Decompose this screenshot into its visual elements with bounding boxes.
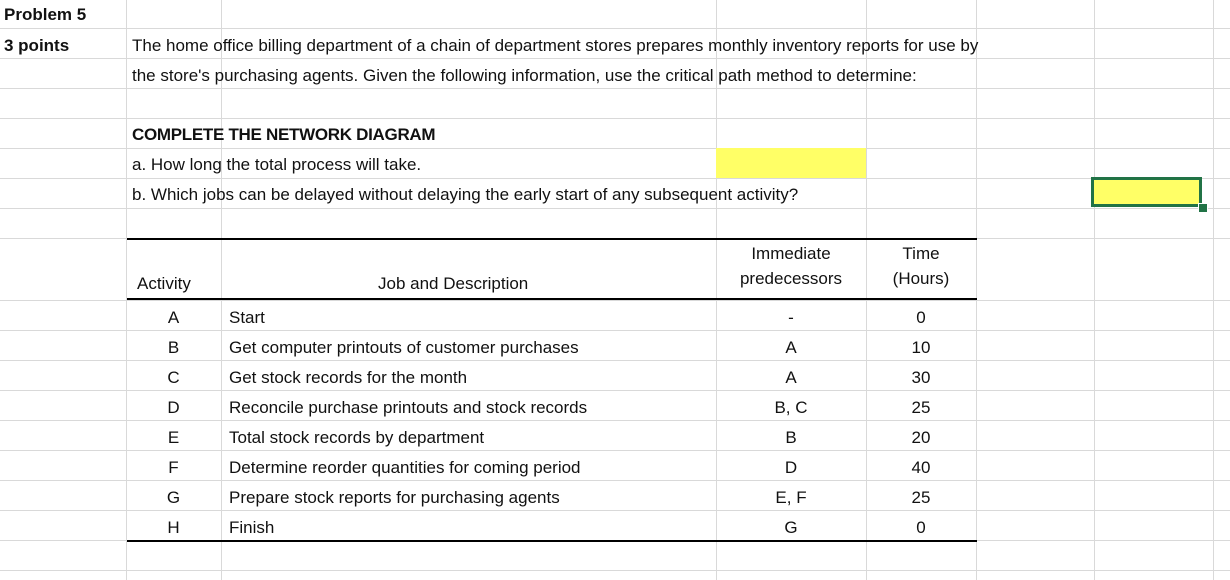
activity-cell: F [168,458,179,477]
activity-cell: D [167,398,180,417]
job-cell: Total stock records by department [229,428,485,447]
job-cell: Prepare stock reports for purchasing agents [229,488,560,507]
activity-cell: E [167,428,180,447]
problem-label: Problem 5 [4,5,87,24]
time-cell: 40 [911,458,931,477]
job-cell: Finish [229,518,275,537]
predecessor-cell: B, C [774,398,808,417]
points-label: 3 points [4,36,70,55]
time-cell: 25 [911,398,931,417]
header-predecessors-line1: Immediate [751,244,831,263]
question-b: b. Which jobs can be delayed without delaying the early start of any subsequent activity? [132,185,799,204]
predecessor-cell: - [788,308,794,327]
time-cell: 30 [911,368,931,387]
activity-cell: G [166,488,181,507]
job-cell: Reconcile purchase printouts and stock records [229,398,588,417]
activity-cell: B [167,338,180,357]
table-top-rule [127,238,977,240]
header-job-description: Job and Description [378,274,529,293]
intro-line-2: the store's purchasing agents. Given the following information, use the critical path method to determine: [132,66,917,85]
answer-a-cell[interactable] [716,148,866,178]
header-predecessors-line2: predecessors [739,269,843,288]
activity-cell: A [167,308,180,327]
job-cell: Determine reorder quantities for coming period [229,458,581,477]
header-time-line1: Time [902,244,940,263]
time-cell: 20 [911,428,931,447]
job-cell: Get stock records for the month [229,368,468,387]
selected-answer-cell[interactable] [1091,177,1202,207]
activity-cell: H [167,518,180,537]
predecessor-cell: A [785,368,797,387]
header-time-line2: (Hours) [892,269,950,288]
time-cell: 10 [911,338,931,357]
header-activity: Activity [137,274,191,293]
table-bottom-rule [127,540,977,542]
network-diagram-heading: COMPLETE THE NETWORK DIAGRAM [132,125,436,144]
predecessor-cell: A [785,338,797,357]
time-cell: 25 [911,488,931,507]
fill-handle[interactable] [1198,203,1208,213]
predecessor-cell: B [785,428,797,447]
job-cell: Get computer printouts of customer purchases [229,338,579,357]
question-a: a. How long the total process will take. [132,155,422,174]
time-cell: 0 [916,308,926,327]
activity-cell: C [167,368,180,387]
predecessor-cell: G [784,518,798,537]
table-header-rule [127,298,977,300]
job-cell: Start [229,308,265,327]
predecessor-cell: E, F [775,488,807,507]
intro-line-1: The home office billing department of a chain of department stores prepares monthly inventory reports for use by [132,36,979,55]
predecessor-cell: D [784,458,798,477]
time-cell: 0 [916,518,926,537]
